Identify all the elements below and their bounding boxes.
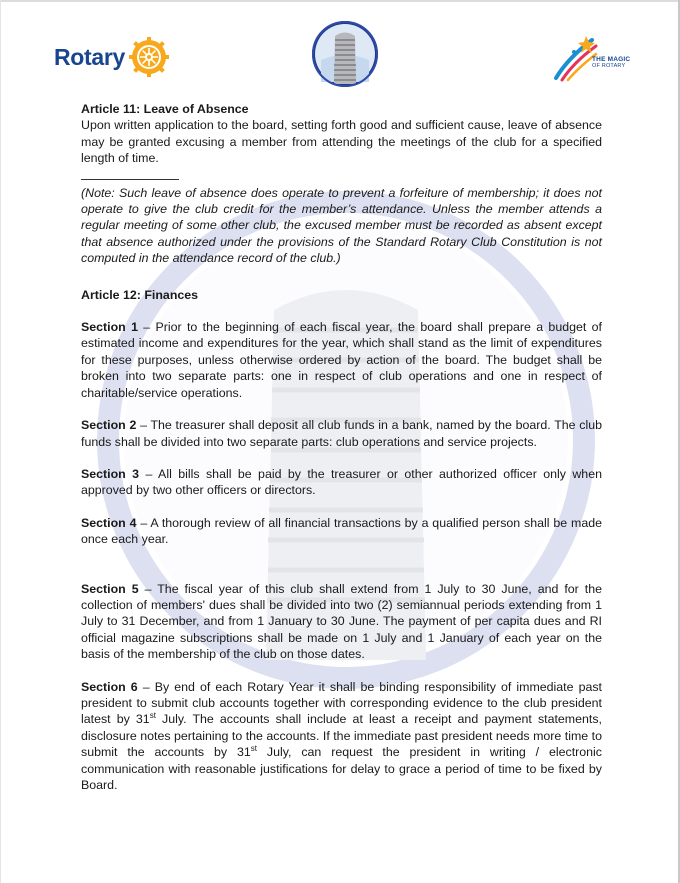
section-3-text: – All bills shall be paid by the treasurer or other authorized officer only when approved by two other officers or directors. [81,466,602,498]
note-divider [81,179,179,180]
section-6-text-a: – By end of each Rotary Year it shall be binding responsibility of immediate past president to submit club accounts together with corresponding evidence to the club president latest by 31 [81,679,602,727]
section-1-paragraph [81,319,602,401]
ordinal-suffix: st [250,744,257,754]
page-edge-top [0,0,680,2]
section-1-label: Section 1 [81,320,138,335]
page-edge-left [0,0,1,883]
article-11-title: Article 11: Leave of Absence [81,102,249,116]
section-4-paragraph [81,515,602,548]
rotary-logo [54,36,172,78]
magic-line2: OF ROTARY [592,63,626,69]
document-body [81,101,602,793]
section-6-label: Section 6 [81,679,138,694]
section-3-label: Section 3 [81,466,140,481]
magic-line1: THE MAGIC [592,56,631,63]
section-5-label: Section 5 [81,581,139,596]
section-2-text: – The treasurer shall deposit all club funds in a bank, named by the board. The club funds shall be divided into two separate parts: club operations and service projects. [81,418,602,449]
page-header [0,14,680,96]
section-1-text: – Prior to the beginning of each fiscal year, the board shall prepare a budget of estimated income and expenditures for the year, which shall stand as the limit of expenditures for these purposes, unless otherwise ordered by action of the board. The budget shall be broken into two separate parts: one in respect of club operations and one in respect of charitable/service operations. [81,320,602,400]
rotary-wheel-icon [129,37,169,77]
section-6-paragraph [81,679,602,794]
rotary-wordmark: Rotary [54,43,126,70]
section-2-paragraph [81,417,602,450]
section-5-paragraph [81,581,602,663]
article-12-title: Article 12: Finances [81,287,199,302]
ordinal-suffix: st [149,711,156,721]
article-11-body: Upon written application to the board, setting forth good and sufficient cause, leave of absence may be granted excusing a member from attending the meetings of the club for a specified length of time. [81,118,602,166]
magic-of-rotary-text [592,56,630,70]
section-5-text: – The fiscal year of this club shall extend from 1 July to 30 June, and for the collection of members' dues shall be divided into two (2) semiannual periods extending from 1 July to 31 December, and from 1 January to 30 June. The payment of per capita dues and RI official magazine subscriptions shall be made on 1 July and 1 January of each year on the basis of the membership of the club on those dates. [81,581,602,662]
section-4-text: – A thorough review of all financial transactions by a qualified person shall be made once each year. [81,515,602,547]
section-2-label: Section 2 [81,418,137,433]
section-3-paragraph [81,466,602,499]
section-6-text-b: July. The accounts shall include at least a receipt and payment statements, disclosure notes pertaining to the accounts. If the immediate past president needs more time to submit the accounts by 31 [81,712,602,760]
magic-of-rotary-logo [552,32,642,84]
club-building-emblem [311,20,379,88]
section-4-label: Section 4 [81,515,137,530]
section-6-text-c: July, can request the president in writing / electronic communication with reasonable justifications for delay to grace a period of time to be fixed by Board. [81,745,602,792]
article-11-note: (Note: Such leave of absence does operate to prevent a forfeiture of membership; it does not operate to give the club credit for the member’s attendance. Unless the member attends a regular meeting of some other club, the excused member must be recorded as absent except that absence authorized under the provisions of the Standard Rotary Club Constitution is not computed in the attendance record of the club.) [81,185,602,266]
